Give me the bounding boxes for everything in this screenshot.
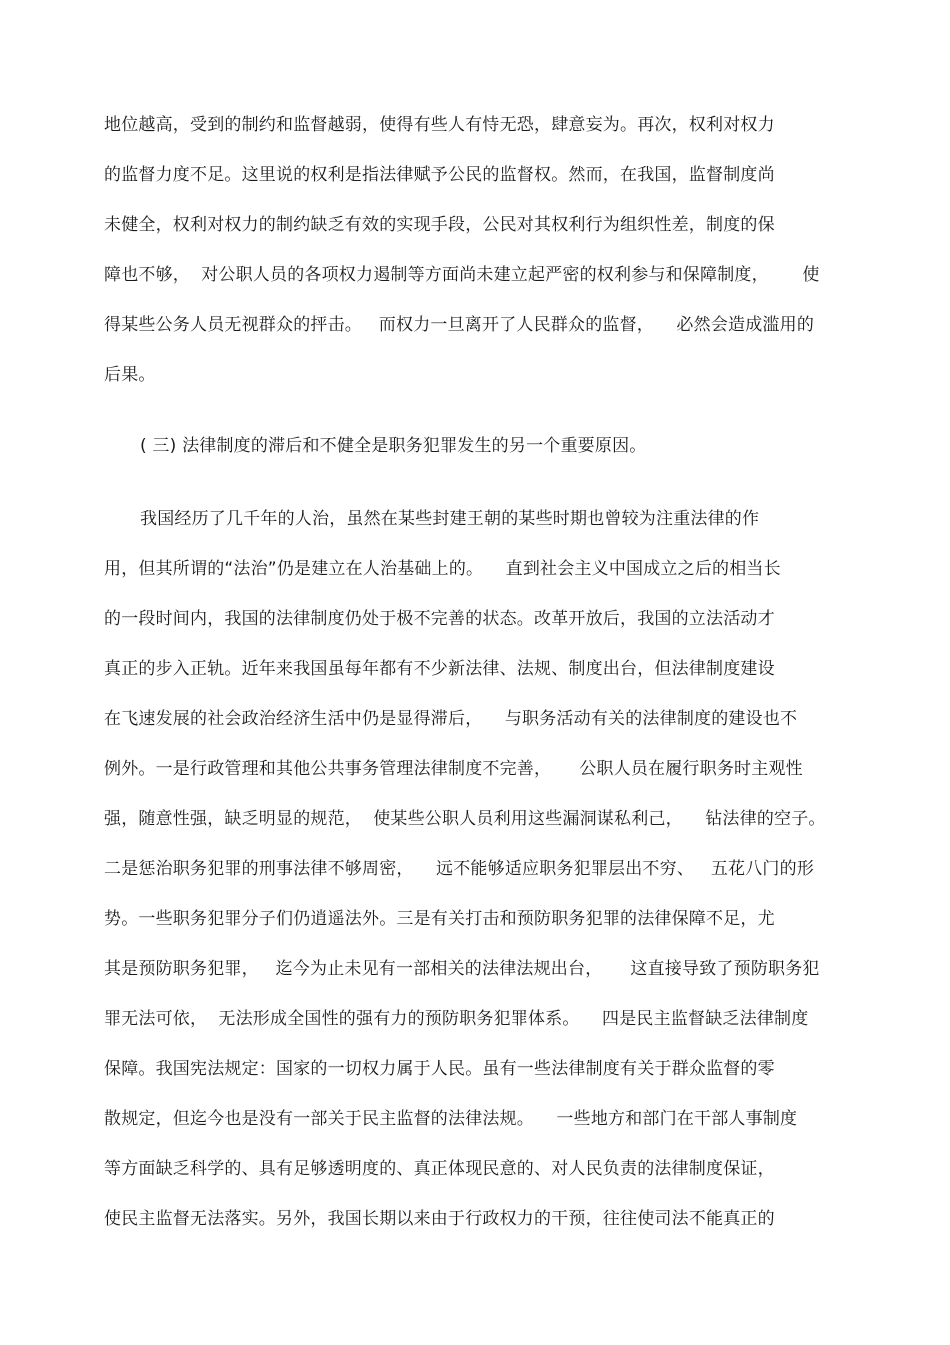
text-line: 用，但其所谓的“法治”仍是建立在人治基础上的。 直到社会主义中国成立之后的相当长 [104, 559, 781, 579]
text-line: 其是预防职务犯罪， 迄今为止未见有一部相关的法律法规出台， 这直接导致了预防职务犯 [104, 959, 820, 979]
text-line: 散规定，但迄今也是没有一部关于民主监督的法律法规。 一些地方和部门在干部人事制度 [104, 1109, 798, 1129]
text-line: 未健全，权利对权力的制约缺乏有效的实现手段，公民对其权利行为组织性差，制度的保 [104, 215, 775, 235]
text-line: 后果。 [104, 365, 156, 385]
text-line: 的监督力度不足。这里说的权利是指法律赋予公民的监督权。然而，在我国，监督制度尚 [104, 165, 775, 185]
text-line: 等方面缺乏科学的、具有足够透明度的、真正体现民意的、对人民负责的法律制度保证， [104, 1159, 775, 1179]
section-heading: ( 三) 法律制度的滞后和不健全是职务犯罪发生的另一个重要原因。 [140, 436, 647, 456]
text-line: 例外。一是行政管理和其他公共事务管理法律制度不完善， 公职人员在履行职务时主观性 [104, 759, 803, 779]
text-line: 真正的步入正轨。近年来我国虽每年都有不少新法律、法规、制度出台，但法律制度建设 [104, 659, 775, 679]
text-line: 在飞速发展的社会政治经济生活中仍是显得滞后， 与职务活动有关的法律制度的建设也不 [104, 709, 798, 729]
text-line: 使民主监督无法落实。另外，我国长期以来由于行政权力的干预，往往使司法不能真正的 [104, 1209, 775, 1229]
text-line: 得某些公务人员无视群众的抨击。 而权力一旦离开了人民群众的监督， 必然会造成滥用的 [104, 315, 815, 335]
text-line: 的一段时间内，我国的法律制度仍处于极不完善的状态。改革开放后，我国的立法活动才 [104, 609, 775, 629]
text-line: 障也不够， 对公职人员的各项权力遏制等方面尚未建立起严密的权利参与和保障制度， 使 [104, 265, 820, 285]
text-line: 地位越高，受到的制约和监督越弱，使得有些人有恃无恐，肆意妄为。再次，权利对权力 [104, 115, 775, 135]
text-line: 保障。我国宪法规定：国家的一切权力属于人民。虽有一些法律制度有关于群众监督的零 [104, 1059, 775, 1079]
paragraph-first-line: 我国经历了几千年的人治，虽然在某些封建王朝的某些时期也曾较为注重法律的作 [140, 509, 760, 529]
text-line: 罪无法可依， 无法形成全国性的强有力的预防职务犯罪体系。 四是民主监督缺乏法律制度 [104, 1009, 809, 1029]
text-line: 强，随意性强，缺乏明显的规范， 使某些公职人员利用这些漏洞谋私利己， 钻法律的空子。 [104, 809, 826, 829]
text-line: 势。一些职务犯罪分子们仍逍遥法外。三是有关打击和预防职务犯罪的法律保障不足，尤 [104, 909, 775, 929]
text-line: 二是惩治职务犯罪的刑事法律不够周密， 远不能够适应职务犯罪层出不穷、 五花八门的形 [104, 859, 815, 879]
